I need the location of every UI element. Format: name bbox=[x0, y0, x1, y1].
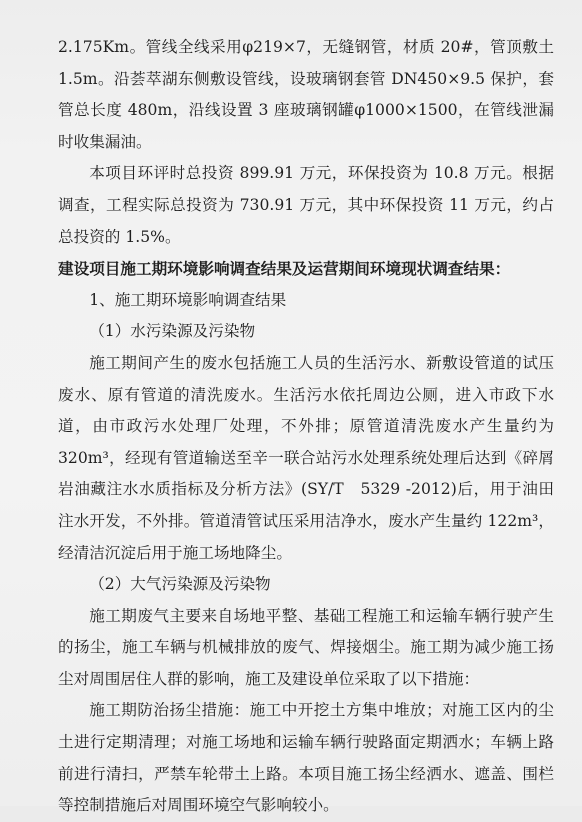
subsection-heading: 1、施工期环境影响调查结果 bbox=[89, 290, 287, 309]
investment-paragraph: 本项目环评时总投资 899.91 万元，环保投资为 10.8 万元。根据调查，工程实际总投资为 730.91 万元，其中环保投资 11 万元，约占总投资的 1.5%。 bbox=[58, 164, 554, 246]
water-pollution-paragraph: 施工期间产生的废水包括施工人员的生活污水、新敷设管道的试压废水、原有管道的清洗废水。生活污水依托周边公厕，进入市政下水道，由市政污水处理厂处理，不外排；原管道清洗废水产生量约为 320m³，经现有管道输送至辛一联合站污水处理系统处理后达到《碎屑岩油藏注水水质指标及分析方法》(SY/T 5329 -2012)后，用于油田注水开发，不外排。管道清管试压采用洁净水，废水产生量约 122m³，经清洁沉淀后用于施工场地降尘。 bbox=[58, 353, 554, 562]
air-pollution-paragraph: 施工期废气主要来自场地平整、基础工程施工和运输车辆行驶产生的扬尘，施工车辆与机械排放的废气、焊接烟尘。施工期为减少施工扬尘对周围居住人群的影响，施工及建设单位采取了以下措施： bbox=[58, 606, 554, 688]
document-body bbox=[58, 32, 554, 822]
air-pollution-heading: （2）大气污染源及污染物 bbox=[89, 575, 271, 594]
pipeline-paragraph: 2.175Km。管线全线采用φ219×7，无缝钢管，材质 20#，管顶敷土 1.5m。沿荟萃湖东侧敷设管线，设玻璃钢套管 DN450×9.5 保护，套管总长度 480m，沿线设置 3 座玻璃钢罐φ1000×1500，在管线泄漏时收集漏油。 bbox=[58, 38, 554, 151]
water-pollution-heading: （1）水污染源及污染物 bbox=[89, 322, 256, 341]
section-heading: 建设项目施工期环境影响调查结果及运营期间环境现状调查结果： bbox=[58, 259, 511, 279]
dust-control-paragraph: 施工期防治扬尘措施：施工中开挖土方集中堆放；对施工区内的尘土进行定期清理；对施工场地和运输车辆行驶路面定期洒水；车辆上路前进行清扫，严禁车轮带土上路。本项目施工扬尘经洒水、遮盖、围栏等控制措施后对周围环境空气影响较小。 bbox=[58, 701, 554, 815]
